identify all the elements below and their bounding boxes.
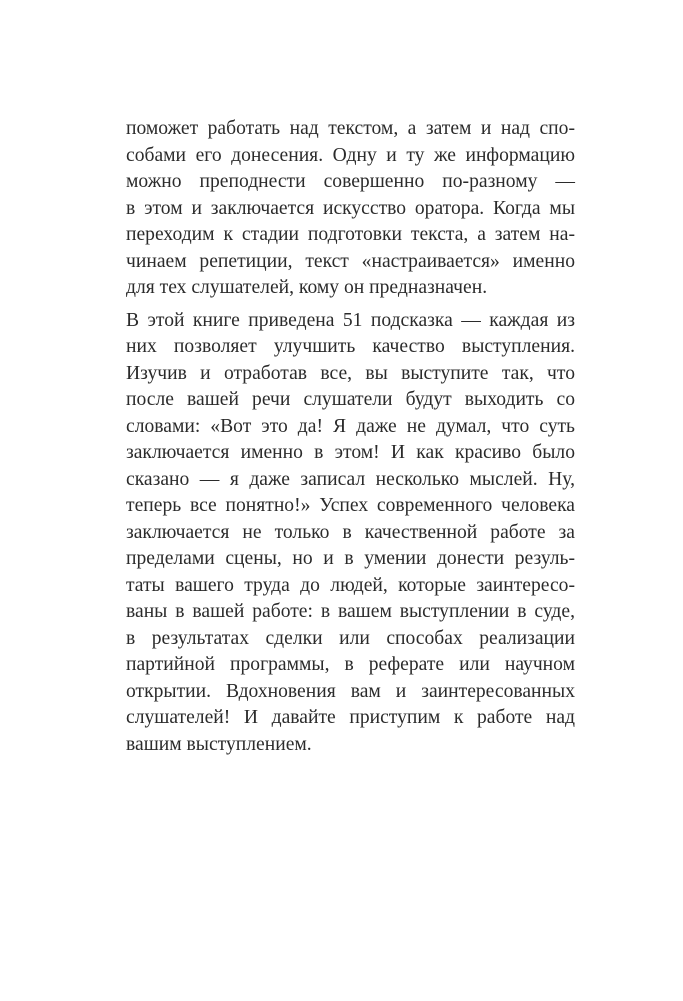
- text-line: в этом и заключается искусство оратора. Когда мы: [126, 197, 575, 219]
- text-line: заключается именно в этом! И как красиво было: [126, 442, 575, 463]
- text-line: слушателей! И давайте приступим к работе над: [126, 707, 575, 728]
- text-line: для тех слушателей, кому он предназначен.: [126, 277, 488, 298]
- text-line: в результатах сделки или способах реализации: [126, 627, 575, 649]
- text-line: открытии. Вдохновения вам и заинтересованных: [126, 680, 575, 702]
- text-line: ваны в вашей работе: в вашем выступлении в суде,: [126, 601, 575, 622]
- text-line: переходим к стадии подготовки текста, а затем на-: [126, 224, 575, 245]
- text-line: сказано — я даже записал несколько мыслей. Ну,: [126, 468, 575, 490]
- text-line: вашим выступлением.: [126, 733, 312, 755]
- text-line: таты вашего труда до людей, которые заинтересо-: [126, 574, 575, 596]
- text-line: пределами сцены, но и в умении донести резуль-: [126, 548, 575, 569]
- text-line: чинаем репетиции, текст «настраивается» именно: [126, 250, 575, 272]
- text-line: них позволяет улучшить качество выступления.: [126, 336, 575, 357]
- text-line: после вашей речи слушатели будут выходить со: [126, 389, 575, 410]
- text-line: поможет работать над текстом, а затем и над спо-: [126, 118, 575, 139]
- text-line: словами: «Вот это да! Я даже не думал, что суть: [126, 415, 575, 437]
- text-line: Изучив и отработав все, вы выступите так, что: [126, 362, 575, 384]
- text-line: теперь все понятно!» Успех современного человека: [126, 495, 575, 516]
- body-text: [126, 116, 575, 758]
- text-line: можно преподнести совершенно по-разному —: [126, 171, 575, 192]
- text-line: собами его донесения. Одну и ту же информацию: [126, 144, 575, 166]
- paragraph-2: [126, 308, 575, 759]
- paragraph-1: [126, 116, 575, 302]
- text-line: партийной программы, в реферате или научном: [126, 654, 575, 675]
- text-line: В этой книге приведена 51 подсказка — каждая из: [126, 309, 575, 331]
- text-line: заключается не только в качественной работе за: [126, 521, 575, 543]
